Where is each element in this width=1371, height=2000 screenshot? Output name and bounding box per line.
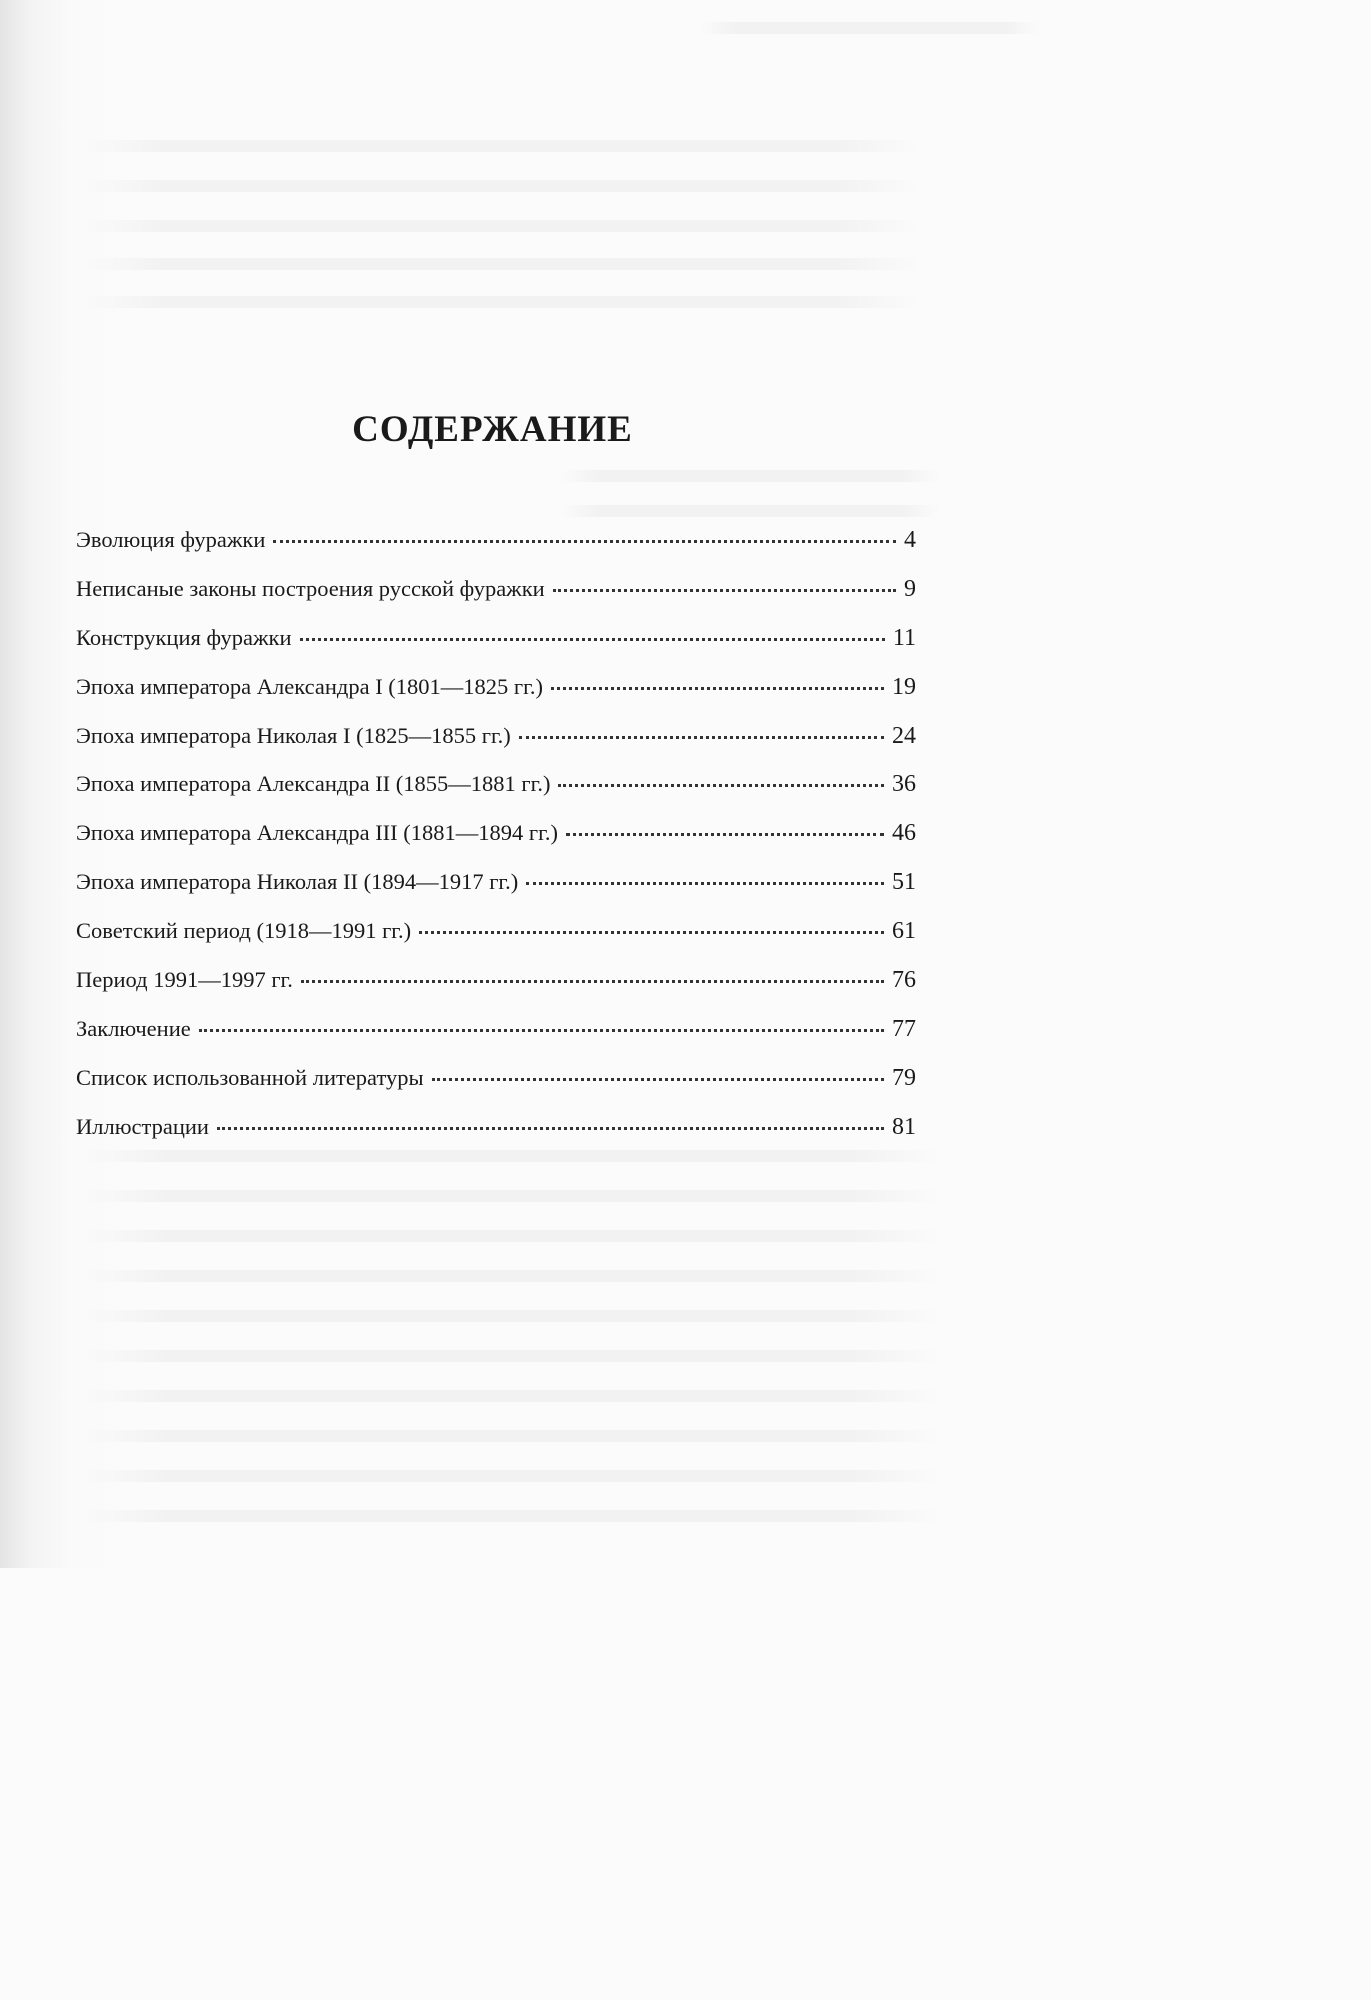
toc-entry-label: Эпоха императора Александра II (1855—1881 гг.) bbox=[76, 771, 551, 797]
toc-entry-label: Советский период (1918—1991 гг.) bbox=[76, 918, 412, 944]
toc-entry-label: Эволюция фуражки bbox=[76, 527, 266, 552]
dot-leader bbox=[566, 832, 884, 836]
toc-entry bbox=[76, 575, 916, 624]
toc-entry-label: Эпоха императора Александра I (1801—1825 гг.) bbox=[76, 673, 543, 699]
toc-entry bbox=[76, 1015, 916, 1064]
toc-entry-page: 36 bbox=[892, 771, 916, 798]
toc-entry-page: 19 bbox=[892, 673, 916, 700]
toc-entry-page: 79 bbox=[892, 1064, 916, 1091]
toc-entry bbox=[76, 722, 916, 771]
toc-entry-page: 61 bbox=[892, 918, 916, 945]
dot-leader bbox=[419, 930, 884, 934]
dot-leader bbox=[553, 588, 896, 592]
toc-entry bbox=[76, 673, 916, 722]
toc-entry bbox=[76, 819, 916, 868]
table-of-contents bbox=[76, 526, 916, 1162]
page-title: СОДЕРЖАНИЕ bbox=[352, 408, 633, 450]
toc-entry bbox=[76, 966, 916, 1015]
toc-entry-page: 24 bbox=[892, 722, 916, 749]
toc-entry bbox=[76, 526, 916, 575]
dot-leader bbox=[273, 539, 896, 543]
toc-entry-label: Эпоха императора Николая II (1894—1917 гг.) bbox=[76, 869, 519, 895]
toc-entry-page: 46 bbox=[892, 820, 916, 847]
toc-entry bbox=[76, 1113, 916, 1162]
toc-entry-label: Список использованной литературы bbox=[76, 1064, 424, 1090]
dot-leader bbox=[558, 783, 884, 787]
toc-entry-label: Эпоха императора Николая I (1825—1855 гг.) bbox=[76, 722, 511, 748]
toc-entry bbox=[76, 917, 916, 966]
toc-entry-page: 4 bbox=[904, 527, 916, 553]
dot-leader bbox=[519, 735, 884, 739]
dot-leader bbox=[551, 686, 884, 690]
dot-leader bbox=[199, 1028, 884, 1032]
toc-entry-label: Неписаные законы построения русской фуражки bbox=[76, 575, 545, 601]
toc-entry-page: 11 bbox=[892, 624, 916, 651]
toc-entry-label: Период 1991—1997 гг. bbox=[76, 967, 293, 993]
toc-entry-page: 51 bbox=[892, 869, 916, 896]
toc-entry-page: 76 bbox=[892, 967, 916, 994]
dot-leader bbox=[217, 1126, 884, 1130]
dot-leader bbox=[301, 979, 884, 983]
toc-entry bbox=[76, 770, 916, 819]
toc-entry-page: 77 bbox=[892, 1015, 916, 1042]
dot-leader bbox=[432, 1077, 884, 1081]
toc-entry bbox=[76, 868, 916, 917]
toc-entry-label: Эпоха императора Александра III (1881—1894 гг.) bbox=[76, 820, 558, 846]
dot-leader bbox=[526, 881, 884, 885]
toc-entry-page: 9 bbox=[904, 575, 916, 602]
toc-entry-label: Иллюстрации bbox=[76, 1113, 209, 1139]
toc-entry-page: 81 bbox=[892, 1113, 916, 1140]
toc-entry-label: Конструкция фуражки bbox=[76, 624, 292, 650]
toc-entry bbox=[76, 624, 916, 673]
toc-entry bbox=[76, 1064, 916, 1113]
dot-leader bbox=[300, 637, 885, 641]
toc-entry-label: Заключение bbox=[76, 1015, 191, 1041]
